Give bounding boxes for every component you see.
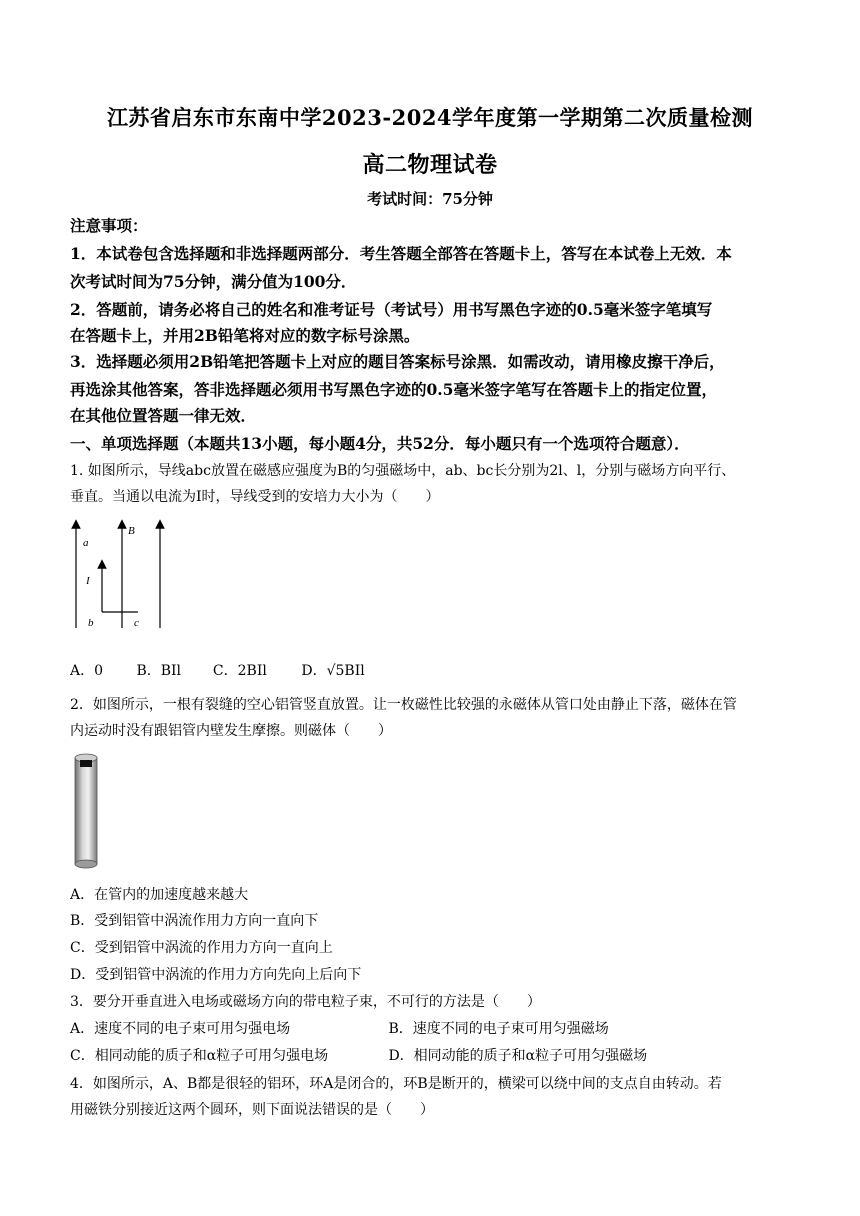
q2-option-d[interactable]: D．受到铝管中涡流的作用力方向先向上后向下 bbox=[70, 967, 362, 983]
q3-stem: 3．要分开垂直进入电场或磁场方向的带电粒子束，不可行的方法是（ ） bbox=[70, 994, 541, 1010]
q1-option-d[interactable]: D．√5BIl bbox=[301, 663, 365, 679]
q2-aluminum-tube-figure bbox=[73, 752, 99, 872]
q1-option-b[interactable]: B．BIl bbox=[136, 663, 182, 679]
q1-stem-line: 1. 如图所示，导线abc放置在磁感应强度为B的匀强磁场中，ab、bc长分别为2l、l，分别与磁场方向平行、 bbox=[70, 463, 736, 479]
q3-options-row-1 bbox=[70, 1018, 609, 1038]
magnet bbox=[80, 760, 92, 767]
q2-option-c[interactable]: C．受到铝管中涡流的作用力方向一直向上 bbox=[70, 940, 333, 956]
q3-option-c[interactable]: C．相同动能的质子和α粒子可用匀强电场 bbox=[70, 1048, 329, 1064]
notice-line: 再选涂其他答案，答非选择题必须用书写黑色字迹的0.5毫米签字笔写在答题卡上的指定位置， bbox=[70, 380, 717, 399]
notice-line: 在其他位置答题一律无效． bbox=[70, 406, 257, 425]
q1-option-a[interactable]: A．0 bbox=[70, 663, 104, 679]
label-a: a bbox=[83, 537, 89, 549]
exam-subtitle: 高二物理试卷 bbox=[362, 152, 498, 178]
q2-option-a[interactable]: A．在管内的加速度越来越大 bbox=[70, 887, 249, 903]
label-I: I bbox=[86, 575, 90, 587]
q2-stem-line: 2．如图所示，一根有裂缝的空心铝管竖直放置。让一枚磁性比较强的永磁体从管口处由静止下落，磁体在管 bbox=[70, 697, 737, 713]
notice-line: 3．选择题必须用2B铅笔把答题卡上对应的题目答案标号涂黑．如需改动，请用橡皮擦干净后， bbox=[70, 352, 725, 371]
exam-time: 考试时间：75分钟 bbox=[367, 190, 493, 208]
q1-magnetic-field-diagram bbox=[62, 518, 174, 634]
q3-options-row-2 bbox=[70, 1045, 647, 1065]
q4-stem-line: 用磁铁分别接近这两个圆环，则下面说法错误的是（ ） bbox=[70, 1102, 434, 1118]
q3-option-a[interactable]: A．速度不同的电子束可用匀强电场 bbox=[70, 1021, 291, 1037]
notice-heading: 注意事项： bbox=[70, 216, 148, 235]
notice-line: 1．本试卷包含选择题和非选择题两部分．考生答题全部答在答题卡上，答写在本试卷上无效．本 bbox=[70, 244, 732, 263]
q1-options bbox=[70, 660, 365, 680]
q2-option-b[interactable]: B．受到铝管中涡流作用力方向一直向下 bbox=[70, 913, 319, 929]
tube-body bbox=[75, 758, 97, 864]
notice-line: 2．答题前，请务必将自己的姓名和准考证号（考试号）用书写黑色字迹的0.5毫米签字笔填写 bbox=[70, 300, 713, 319]
exam-title: 江苏省启东市东南中学2023-2024学年度第一学期第二次质量检测 bbox=[106, 105, 754, 130]
section-heading: 一、单项选择题（本题共13小题，每小题4分，共52分．每小题只有一个选项符合题意）． bbox=[70, 434, 690, 453]
notice-line: 在答题卡上，并用2B铅笔将对应的数字标号涂黑。 bbox=[70, 326, 420, 345]
q4-stem-line: 4．如图所示，A、B都是很轻的铝环，环A是闭合的，环B是断开的，横梁可以绕中间的支点自由转动。若 bbox=[70, 1076, 722, 1092]
q1-option-c[interactable]: C．2BIl bbox=[212, 663, 267, 679]
label-b: b bbox=[88, 617, 94, 629]
q3-option-d[interactable]: D．相同动能的质子和α粒子可用匀强磁场 bbox=[388, 1048, 648, 1064]
label-c: c bbox=[134, 617, 139, 629]
label-B: B bbox=[128, 525, 135, 537]
q2-stem-line: 内运动时没有跟铝管内壁发生摩擦。则磁体（ ） bbox=[70, 723, 392, 739]
q3-option-b[interactable]: B．速度不同的电子束可用匀强磁场 bbox=[388, 1021, 609, 1037]
tube-bottom bbox=[75, 860, 97, 868]
notice-line: 次考试时间为75分钟，满分值为100分． bbox=[70, 272, 357, 291]
q1-stem-line: 垂直。当通以电流为I时，导线受到的安培力大小为（ ） bbox=[70, 489, 440, 505]
